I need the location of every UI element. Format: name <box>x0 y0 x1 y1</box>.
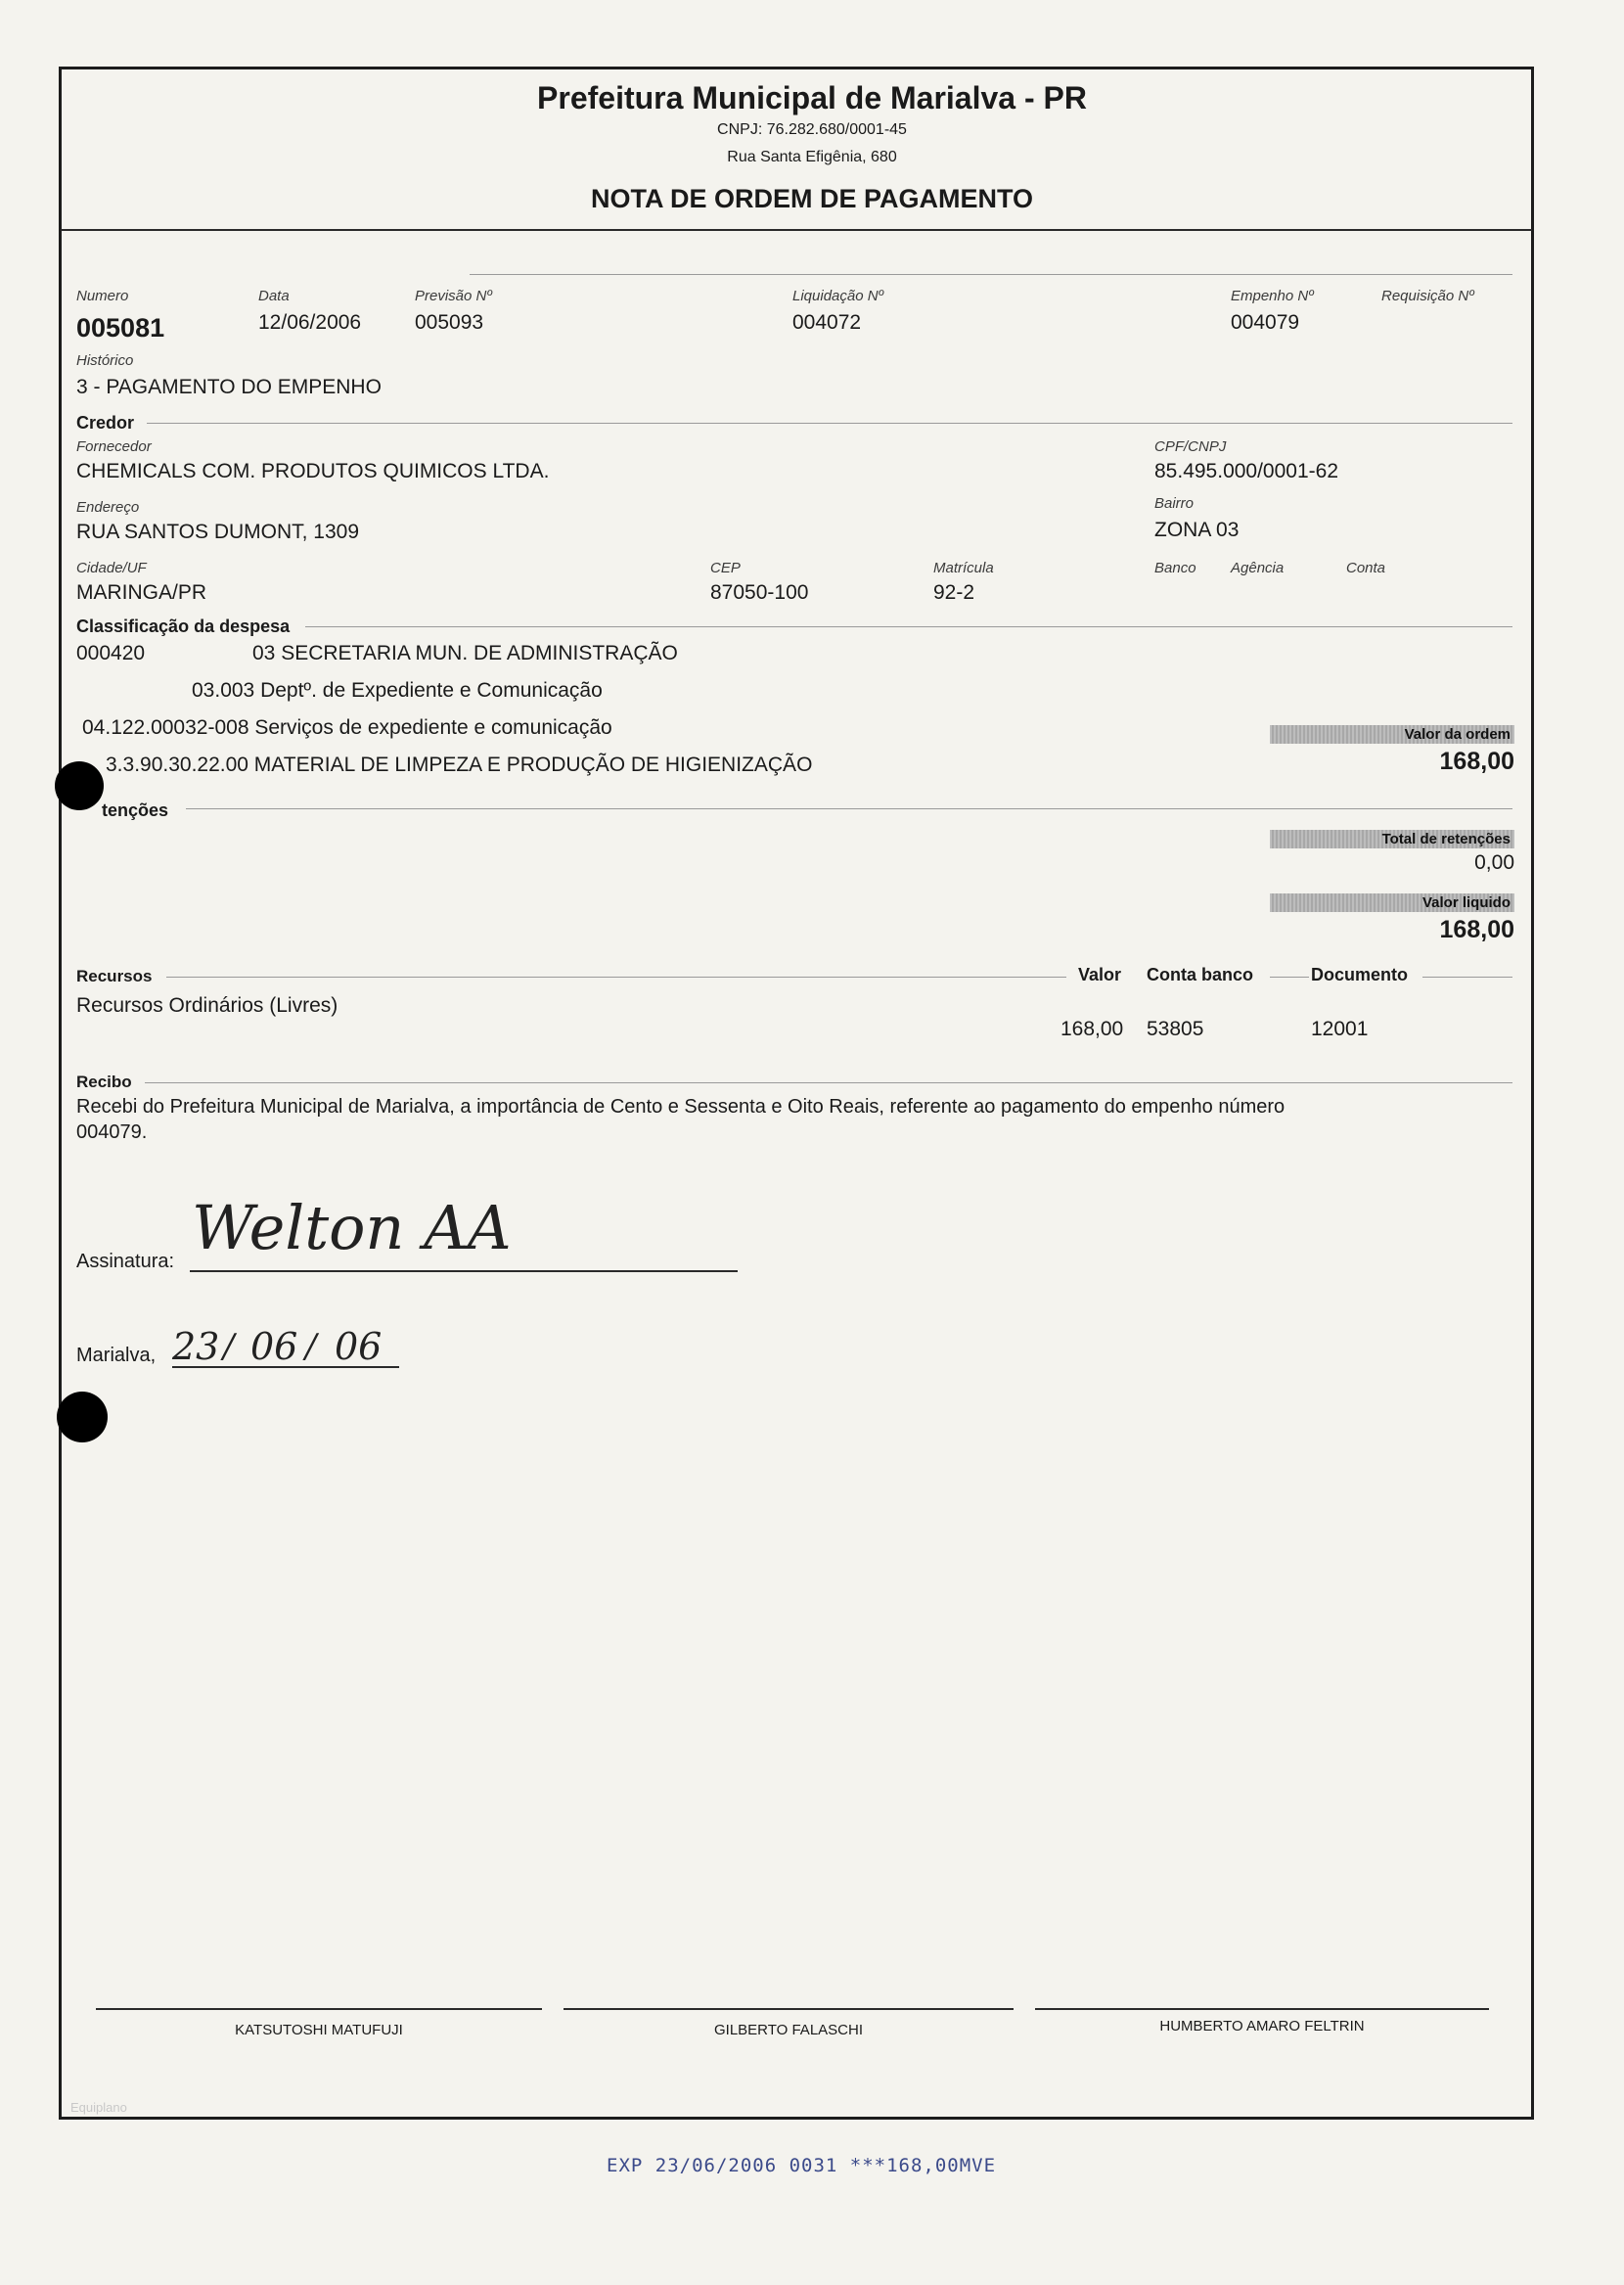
page-title: Prefeitura Municipal de Marialva - PR <box>537 80 1087 115</box>
endereco-label: Endereço <box>76 499 140 516</box>
bairro-label: Bairro <box>1154 495 1195 512</box>
recursos-nome: Recursos Ordinários (Livres) <box>76 994 338 1017</box>
local-label: Marialva, <box>76 1345 157 1366</box>
recursos-rule-mid <box>1270 977 1309 978</box>
matricula-value: 92-2 <box>933 581 975 604</box>
cnpj-text: CNPJ: 76.282.680/0001-45 <box>717 121 907 138</box>
endereco-value: RUA SANTOS DUMONT, 1309 <box>76 521 360 543</box>
address-text: Rua Santa Efigênia, 680 <box>727 149 897 165</box>
handwritten-year: 06 <box>335 1325 383 1368</box>
retencoes-rule <box>186 808 1512 809</box>
cep-value: 87050-100 <box>710 581 809 604</box>
numero-label: Numero <box>76 288 129 304</box>
valor-ordem-bar: Valor da ordem <box>1270 725 1514 744</box>
bank-stamp: EXP 23/06/2006 0031 ***168,00MVE <box>607 2155 997 2176</box>
recursos-rule-end <box>1422 977 1512 978</box>
cidade-label: Cidade/UF <box>76 560 147 576</box>
recibo-rule <box>145 1082 1512 1083</box>
signatory-1: KATSUTOSHI MATUFUJI <box>235 2022 403 2038</box>
footer-faint-text: Equiplano <box>70 2100 127 2115</box>
agencia-label: Agência <box>1231 560 1285 576</box>
recursos-conta: 53805 <box>1147 1018 1204 1040</box>
previsao-label: Previsão Nº <box>415 288 492 304</box>
retencoes-section: tenções <box>102 800 169 820</box>
bairro-value: ZONA 03 <box>1154 519 1240 541</box>
recursos-valor: 168,00 <box>1060 1018 1124 1040</box>
recursos-section: Recursos <box>76 967 153 985</box>
valor-ordem-value: 168,00 <box>1439 748 1514 775</box>
recibo-text-end: 004079. <box>76 1121 148 1143</box>
empenho-value: 004079 <box>1231 311 1300 334</box>
signature-line <box>190 1270 738 1272</box>
banco-label: Banco <box>1154 560 1196 576</box>
classificacao-line4: 3.3.90.30.22.00 MATERIAL DE LIMPEZA E PRODUÇÃO DE HIGIENIZAÇÃO <box>106 754 813 776</box>
signatory-line-2 <box>564 2008 1014 2010</box>
historico-value: 3 - PAGAMENTO DO EMPENHO <box>76 376 382 398</box>
handwritten-day: 23 <box>172 1325 220 1368</box>
fornecedor-value: CHEMICALS COM. PRODUTOS QUIMICOS LTDA. <box>76 460 550 482</box>
signatory-2: GILBERTO FALASCHI <box>714 2022 863 2038</box>
empenho-label: Empenho Nº <box>1231 288 1314 304</box>
cpf-value: 85.495.000/0001-62 <box>1154 460 1339 482</box>
classificacao-code: 000420 <box>76 642 146 664</box>
cidade-value: MARINGA/PR <box>76 581 207 604</box>
signatory-3: HUMBERTO AMARO FELTRIN <box>1159 2018 1365 2034</box>
historico-label: Histórico <box>76 352 134 369</box>
punch-hole <box>57 1392 108 1442</box>
classificacao-section: Classificação da despesa <box>76 617 291 636</box>
classificacao-line3: 04.122.00032-008 Serviços de expediente e comunicação <box>82 716 612 739</box>
date-line <box>172 1366 399 1368</box>
top-rule <box>470 274 1512 275</box>
classificacao-line1: 03 SECRETARIA MUN. DE ADMINISTRAÇÃO <box>252 642 678 664</box>
punch-hole <box>55 761 104 810</box>
previsao-value: 005093 <box>415 311 484 334</box>
numero-value: 005081 <box>76 313 165 343</box>
header-divider <box>61 229 1532 231</box>
documento-header: Documento <box>1311 965 1408 984</box>
document-title: NOTA DE ORDEM DE PAGAMENTO <box>590 184 1033 213</box>
credor-section: Credor <box>76 413 135 433</box>
liquidacao-label: Liquidação Nº <box>792 288 884 304</box>
recibo-text: Recebi do Prefeitura Municipal de Marialva, a importância de Cento e Sessenta e Oito Reais, referente ao pagamento do empenho número <box>76 1096 1286 1118</box>
classificacao-line2: 03.003 Deptº. de Expediente e Comunicação <box>192 679 603 702</box>
handwritten-month: 06 <box>250 1325 298 1368</box>
liquido-value: 168,00 <box>1439 916 1514 943</box>
conta-label: Conta <box>1346 560 1386 576</box>
recursos-rule <box>166 977 1066 978</box>
data-value: 12/06/2006 <box>258 311 362 334</box>
liquidacao-value: 004072 <box>792 311 862 334</box>
classificacao-rule <box>305 626 1512 627</box>
requisicao-label: Requisição Nº <box>1381 288 1474 304</box>
handwritten-signature: Welton AA <box>192 1192 512 1263</box>
cpf-label: CPF/CNPJ <box>1154 438 1227 455</box>
data-label: Data <box>258 288 290 304</box>
liquido-bar: Valor liquido <box>1270 893 1514 912</box>
signatory-line-1 <box>96 2008 542 2010</box>
cep-label: CEP <box>710 560 741 576</box>
credor-rule <box>147 423 1512 424</box>
retencoes-bar: Total de retenções <box>1270 830 1514 848</box>
valor-header: Valor <box>1078 965 1122 984</box>
signatory-line-3 <box>1035 2008 1489 2010</box>
fornecedor-label: Fornecedor <box>76 438 152 455</box>
matricula-label: Matrícula <box>933 560 994 576</box>
recibo-section: Recibo <box>76 1073 132 1091</box>
recursos-documento: 12001 <box>1311 1018 1369 1040</box>
document-frame <box>59 67 1534 2120</box>
assinatura-label: Assinatura: <box>76 1251 175 1272</box>
retencoes-value: 0,00 <box>1474 851 1514 874</box>
conta-banco-header: Conta banco <box>1147 965 1254 984</box>
